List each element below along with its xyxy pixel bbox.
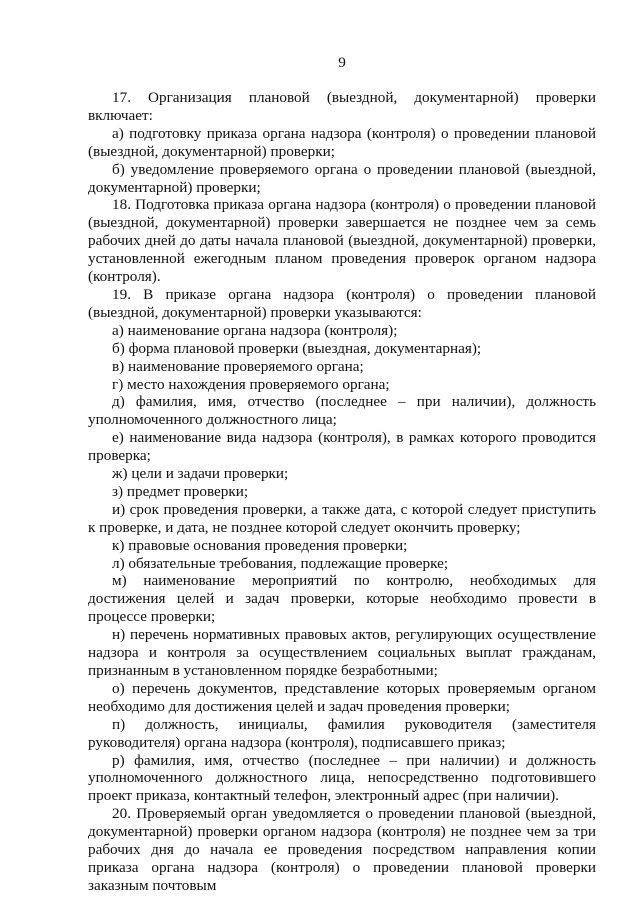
paragraph-17: 17. Организация плановой (выездной, документарной) проверки включает: [88, 89, 596, 124]
list-item: а) наименование органа надзора (контроля); [112, 321, 398, 339]
list-item: в) наименование проверяемого органа; [112, 357, 364, 375]
list-item: к) правовые основания проведения проверки; [112, 536, 408, 554]
paragraph-20: 20. Проверяемый орган уведомляется о проведении плановой (выездной, документарной) проверки органом надзора (контроля) не позднее чем за три рабочих дня до начала ее проведения посредством направления копии приказа органа надзора (контроля) о проведении плановой проверки заказным почтовым [88, 805, 596, 894]
list-item: б) уведомление проверяемого органа о проведении плановой (выездной, документарной) проверки; [88, 160, 596, 196]
paragraph-18: 18. Подготовка приказа органа надзора (контроля) о проведении плановой (выездной, документарной) проверки завершается не позднее чем за семь рабочих дней до даты начала плановой (выездной, документарной) проверки, установленной ежегодным планом проведения проверок органом надзора (контроля). [88, 196, 596, 286]
list-item: д) фамилия, имя, отчество (последнее – при наличии), должность уполномоченного должностного лица; [88, 393, 596, 429]
list-item: е) наименование вида надзора (контроля), в рамках которого проводится проверка; [88, 429, 596, 465]
list-item: и) срок проведения проверки, а также дата, с которой следует приступить к проверке, и дата, не позднее которой следует окончить проверку; [88, 500, 596, 536]
list-item: а) подготовку приказа органа надзора (контроля) о проведении плановой (выездной, документарной) проверки; [88, 124, 596, 160]
list-item: н) перечень нормативных правовых актов, регулирующих осуществление надзора и контроля за осуществлением социальных выплат гражданам, признанным в установленном порядке безработными; [88, 626, 596, 679]
list-item: г) место нахождения проверяемого органа; [112, 375, 390, 393]
list-item: б) форма плановой проверки (выездная, документарная); [112, 339, 482, 357]
list-item: ж) цели и задачи проверки; [112, 465, 289, 483]
list-item: з) предмет проверки; [112, 482, 249, 500]
list-item: м) наименование мероприятий по контролю, необходимых для достижения целей и задач проверки, которые необходимо провести в процессе проверки; [88, 572, 596, 626]
list-item: о) перечень документов, представление которых проверяемым органом необходимо для достижения целей и задач проведения проверки; [88, 679, 596, 715]
paragraph-19: 19. В приказе органа надзора (контроля) о проведении плановой (выездной, документарной) проверки указываются: [88, 285, 596, 321]
list-item: п) должность, инициалы, фамилия руководителя (заместителя руководителя) органа надзора (контроля), подписавшего приказ; [88, 715, 596, 751]
list-item: л) обязательные требования, подлежащие проверке; [112, 554, 449, 572]
page-number: 9 [338, 54, 346, 71]
list-item: р) фамилия, имя, отчество (последнее – при наличии) и должность уполномоченного должностного лица, непосредственно подготовившего проект приказа, контактный телефон, электронный адрес (при наличии). [88, 751, 596, 805]
